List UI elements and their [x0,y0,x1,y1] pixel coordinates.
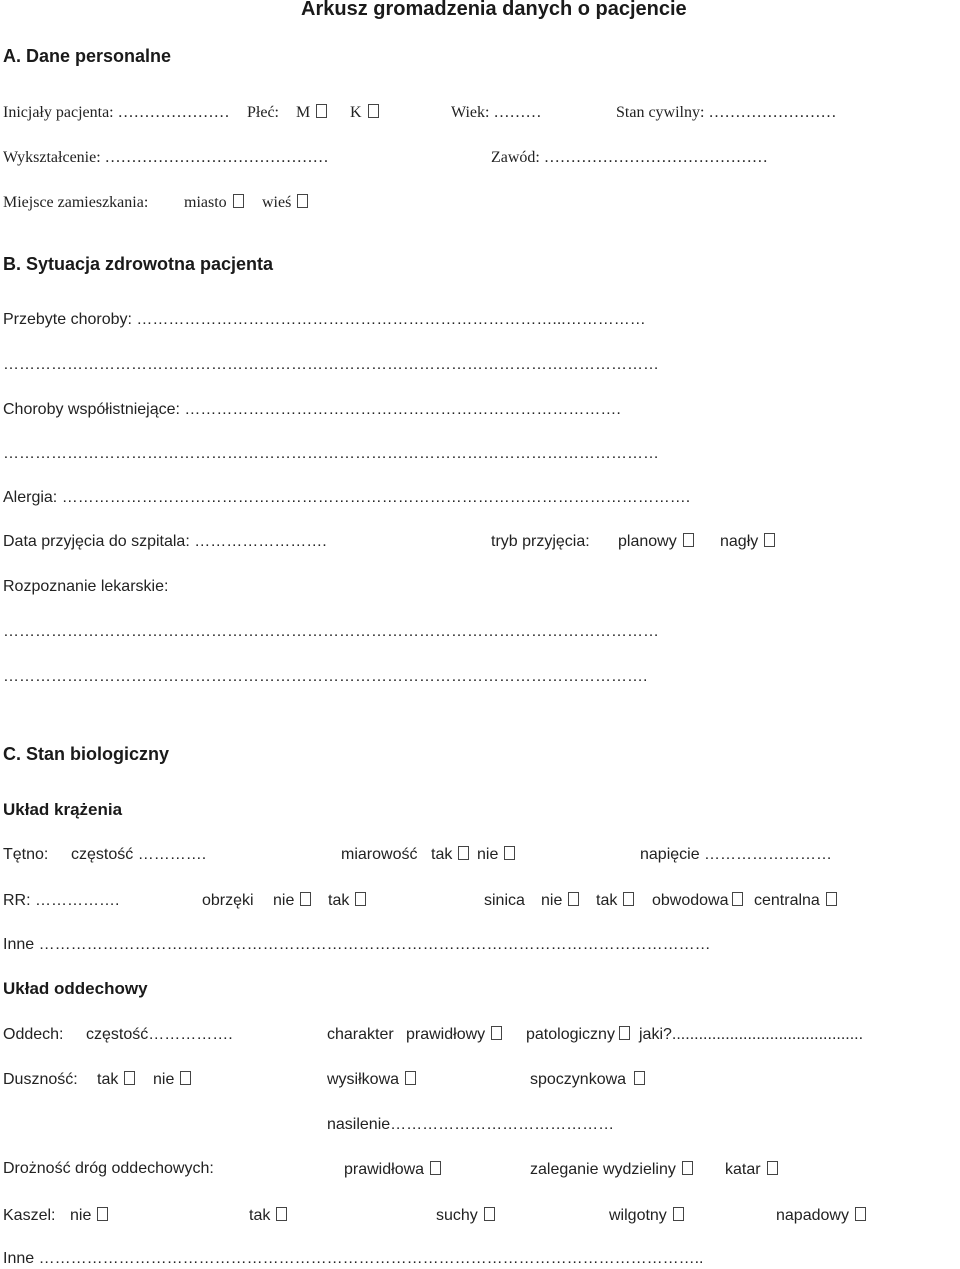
dyspnea-yes-option[interactable] [97,1070,135,1090]
admission-mode-label: tryb przyjęcia: [491,533,590,550]
cyanosis-central-checkbox[interactable] [826,892,837,906]
initials-field[interactable]: Inicjały pacjenta: ………………… [3,104,230,121]
regularity-yes-checkbox[interactable] [458,846,469,860]
dyspnea-resting-checkbox[interactable] [634,1071,645,1085]
residence-city-option[interactable] [184,193,244,213]
airway-normal-label: prawidłowa [344,1161,425,1178]
admission-urgent-label: nagły [720,533,759,550]
regularity-label: miarowość [341,846,418,863]
cough-yes-checkbox[interactable] [276,1207,287,1221]
dyspnea-no-checkbox[interactable] [180,1071,191,1085]
breath-character-label: charakter [327,1026,394,1043]
dyspnea-resting-label: spoczynkowa [530,1071,627,1088]
edema-label: obrzęki [202,892,254,909]
residence-label: Miejsce zamieszkania: [3,194,149,211]
airway-catarrh-label: katar [725,1161,761,1178]
cough-dry-checkbox[interactable] [484,1207,495,1221]
cyanosis-peripheral-checkbox[interactable] [732,892,743,906]
breath-pathological-label: patologiczny [526,1026,615,1043]
regularity-no-label: nie [477,846,499,863]
dyspnea-exertional-label: wysiłkowa [327,1071,400,1088]
admission-urgent-checkbox[interactable] [764,533,775,547]
breath-normal-checkbox[interactable] [491,1026,502,1040]
diagnosis-line-2[interactable]: …………………………………………………………………………………………………………. [3,668,648,685]
regularity-yes-option[interactable] [431,845,469,865]
admission-planned-option[interactable] [618,532,694,552]
cyanosis-peripheral-label: obwodowa [652,892,729,909]
age-field[interactable]: Wiek: ……… [451,104,542,121]
admission-date-field[interactable]: Data przyjęcia do szpitala: ……………………. [3,533,327,550]
cough-label: Kaszel: [3,1207,56,1224]
cough-paroxysmal-option[interactable] [776,1206,866,1226]
sex-label: Płeć: [247,104,279,121]
edema-yes-label: tak [328,892,350,909]
regularity-no-option[interactable] [477,845,515,865]
cyanosis-label: sinica [484,892,525,909]
respiratory-other-field[interactable]: Inne …………………………………………………………………………………………………………….. [3,1250,704,1267]
residence-city-checkbox[interactable] [233,194,244,208]
cyanosis-peripheral-option[interactable] [652,891,743,911]
comorbidities-continuation[interactable]: …………………………………………………………………………………………………………… [3,445,659,462]
dyspnea-severity-field[interactable]: nasilenie…………………………………… [327,1116,615,1133]
cyanosis-yes-option[interactable] [596,891,634,911]
residence-village-label: wieś [262,194,292,211]
cyanosis-central-label: centralna [754,892,820,909]
airway-normal-option[interactable] [344,1160,441,1180]
breath-which-field[interactable]: jaki?........................................... [639,1026,864,1043]
section-c-heading: C. Stan biologiczny [3,744,170,764]
diagnosis-label: Rozpoznanie lekarskie: [3,578,169,595]
dyspnea-exertional-checkbox[interactable] [405,1071,416,1085]
cough-no-label: nie [70,1207,92,1224]
cyanosis-yes-label: tak [596,892,618,909]
cough-yes-option[interactable] [249,1206,287,1226]
dyspnea-yes-label: tak [97,1071,119,1088]
cough-dry-option[interactable] [436,1206,495,1226]
section-a-heading: A. Dane personalne [3,46,172,66]
cyanosis-no-option[interactable] [541,891,579,911]
residence-village-option[interactable] [262,193,308,213]
residence-city-label: miasto [184,194,227,211]
edema-no-option[interactable] [273,891,311,911]
cough-wet-option[interactable] [609,1206,684,1226]
respiratory-heading: Układ oddechowy [3,979,148,998]
page-title: Arkusz gromadzenia danych o pacjencie [301,0,687,20]
admission-planned-checkbox[interactable] [683,533,694,547]
allergy-field[interactable]: Alergia: ………………………………………………………………………………………………………. [3,489,691,506]
airway-catarrh-option[interactable] [725,1160,778,1180]
regularity-yes-label: tak [431,846,453,863]
occupation-field[interactable]: Zawód: …………………………………… [491,149,768,166]
dyspnea-resting-option[interactable] [530,1070,645,1090]
breath-label: Oddech: [3,1026,64,1043]
sex-k-option[interactable] [350,103,379,123]
section-b-heading: B. Sytuacja zdrowotna pacjenta [3,254,274,274]
circulation-other-field[interactable]: Inne ……………………………………………………………………………………………………………… [3,936,711,953]
airway-secretion-checkbox[interactable] [682,1161,693,1175]
airway-secretion-label: zaleganie wydzieliny [530,1161,676,1178]
cough-wet-label: wilgotny [609,1207,667,1224]
edema-no-checkbox[interactable] [300,892,311,906]
past-diseases-field[interactable]: Przebyte choroby: ……………………………………………………………………...…………… [3,311,646,328]
airway-catarrh-checkbox[interactable] [767,1161,778,1175]
breath-pathological-option[interactable] [526,1025,630,1045]
dyspnea-exertional-option[interactable] [327,1070,416,1090]
sex-m-option[interactable] [296,103,327,123]
airway-secretion-option[interactable] [530,1160,693,1180]
pulse-tension-field[interactable]: napięcie …………………… [640,846,833,863]
pulse-label: Tętno: [3,846,49,863]
cyanosis-yes-checkbox[interactable] [623,892,634,906]
sex-m-label: M [296,104,311,121]
dyspnea-label: Duszność: [3,1071,78,1088]
diagnosis-line-1[interactable]: …………………………………………………………………………………………………………… [3,623,659,640]
residence-village-checkbox[interactable] [297,194,308,208]
dyspnea-yes-checkbox[interactable] [124,1071,135,1085]
comorbidities-field[interactable]: Choroby współistniejące: ………………………………………………………………………. [3,401,621,418]
marital-status-field[interactable]: Stan cywilny: …………………… [616,104,837,121]
breath-normal-label: prawidłowy [406,1026,486,1043]
cyanosis-no-checkbox[interactable] [568,892,579,906]
cough-yes-label: tak [249,1207,271,1224]
edema-yes-option[interactable] [328,891,366,911]
breath-rate-field[interactable]: częstość……………. [86,1026,233,1043]
breath-pathological-checkbox[interactable] [619,1026,630,1040]
cyanosis-no-label: nie [541,892,563,909]
cough-wet-checkbox[interactable] [673,1207,684,1221]
breath-normal-option[interactable] [406,1025,502,1045]
cough-paroxysmal-checkbox[interactable] [855,1207,866,1221]
cough-dry-label: suchy [436,1207,478,1224]
regularity-no-checkbox[interactable] [504,846,515,860]
sex-m-checkbox[interactable] [316,104,327,118]
edema-no-label: nie [273,892,295,909]
blood-pressure-field[interactable]: RR: ……………. [3,892,120,909]
admission-urgent-option[interactable] [720,532,775,552]
dyspnea-no-option[interactable] [153,1070,191,1090]
admission-planned-label: planowy [618,533,677,550]
sex-k-checkbox[interactable] [368,104,379,118]
cough-paroxysmal-label: napadowy [776,1207,849,1224]
airway-normal-checkbox[interactable] [430,1161,441,1175]
past-diseases-continuation[interactable]: …………………………………………………………………………………………………………… [3,356,659,373]
cough-no-checkbox[interactable] [97,1207,108,1221]
cough-no-option[interactable] [70,1206,108,1226]
edema-yes-checkbox[interactable] [355,892,366,906]
cyanosis-central-option[interactable] [754,891,837,911]
circulation-heading: Układ krążenia [3,800,123,819]
sex-k-label: K [350,104,362,121]
airway-label: Drożność dróg oddechowych: [3,1160,214,1177]
pulse-rate-field[interactable]: częstość …………. [71,846,207,863]
education-field[interactable]: Wykształcenie: …………………………………… [3,149,329,166]
dyspnea-no-label: nie [153,1071,175,1088]
